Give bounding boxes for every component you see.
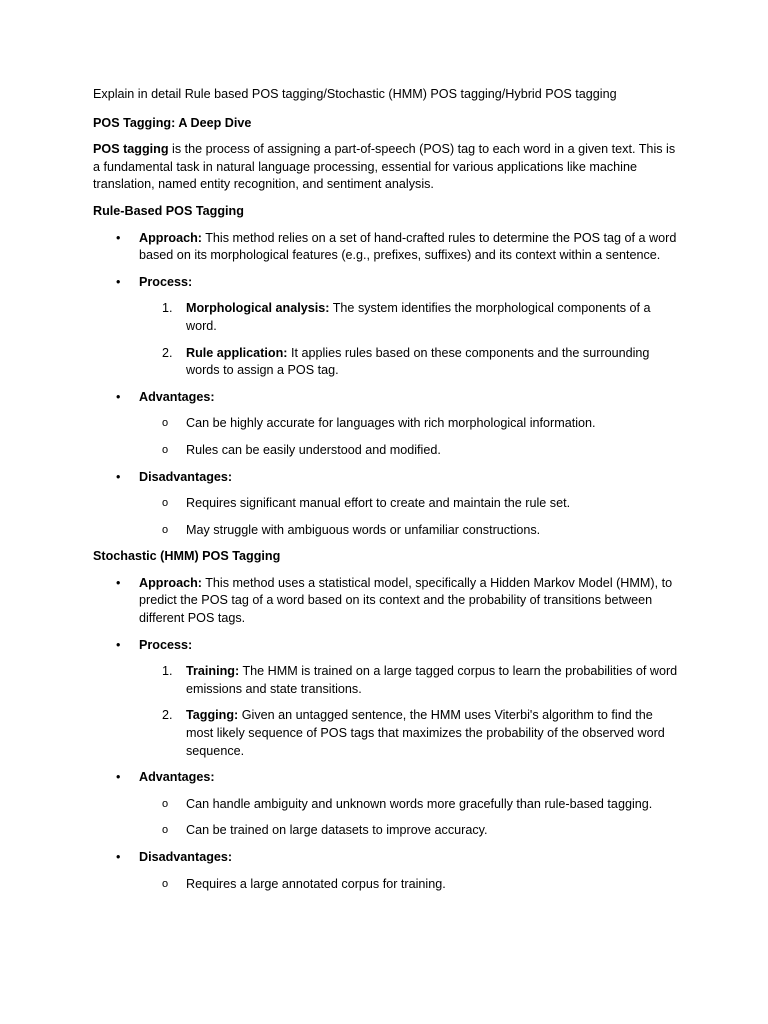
circle-bullet-icon: o [162,824,169,837]
list-item [139,300,683,335]
list-item [139,442,683,460]
intro-term: POS tagging [93,142,169,157]
list-item [93,469,683,540]
item-text: Can be trained on large datasets to improve accuracy. [186,823,488,838]
list-item [93,849,683,893]
intro-text: is the process of assigning a part-of-speech (POS) tag to each word in a given text. This is a fundamental task in natural language processing, essential for various applications like machine translation, named entity recognition, and sentiment analysis. [93,142,676,192]
step-label: Morphological analysis: [186,301,330,316]
circle-bullet-icon: o [162,497,169,510]
list-item [93,637,683,761]
item-label: Advantages: [139,389,215,404]
intro-paragraph [93,141,683,194]
item-label: Disadvantages: [139,850,233,864]
process-steps [139,663,683,760]
item-label: Disadvantages: [139,469,233,484]
item-text: This method uses a statistical model, specifically a Hidden Markov Model (HMM), to predict the POS tag of a word based on its context and the probability of transitions between different POS tags. [139,575,673,626]
bullet-icon: • [116,230,121,245]
list-item [139,345,683,380]
step-number: 1. [162,301,173,316]
item-label: Process: [139,637,193,652]
item-label: Approach: [139,230,202,245]
step-text: It applies rules based on these components and the surrounding words to assign a POS tag. [186,345,650,378]
section-heading-rule-based: Rule-Based POS Tagging [93,203,244,218]
circle-bullet-icon: o [162,523,169,536]
list-item [93,274,683,380]
disadvantages-list [139,876,683,894]
step-number: 1. [162,664,173,679]
item-text: This method relies on a set of hand-crafted rules to determine the POS tag of a word based on its morphological features (e.g., prefixes, suffixes) and its context within a sentence. [139,230,677,263]
bullet-icon: • [116,637,121,652]
process-steps [139,300,683,379]
disadvantages-list [139,495,683,539]
list-item [139,663,683,698]
bullet-icon: • [116,770,121,785]
bullet-icon: • [116,850,121,864]
list-item [139,495,683,513]
item-text: Can be highly accurate for languages with rich morphological information. [186,416,596,431]
item-label: Advantages: [139,770,215,785]
step-label: Rule application: [186,345,288,360]
stochastic-list [93,575,683,893]
step-text: The system identifies the morphological components of a word. [186,301,651,333]
question-text: Explain in detail Rule based POS tagging/Stochastic (HMM) POS tagging/Hybrid POS tagging [93,87,617,101]
document-page [93,86,683,902]
circle-bullet-icon: o [162,797,169,810]
circle-bullet-icon: o [162,443,169,456]
advantages-list [139,415,683,459]
advantages-list [139,796,683,840]
item-label: Approach: [139,575,202,590]
bullet-icon: • [116,389,121,404]
item-text: Can handle ambiguity and unknown words more gracefully than rule-based tagging. [186,796,653,811]
item-text: Requires a large annotated corpus for training. [186,876,446,891]
item-text: May struggle with ambiguous words or unfamiliar constructions. [186,522,541,537]
list-item [139,796,683,814]
bullet-icon: • [116,274,121,289]
list-item [139,522,683,540]
bullet-icon: • [116,469,121,484]
list-item [93,389,683,460]
item-label: Process: [139,274,193,289]
step-number: 2. [162,345,173,360]
document-title: POS Tagging: A Deep Dive [93,115,252,130]
list-item [139,876,683,894]
list-item [93,769,683,840]
list-item [93,575,683,628]
list-item [93,230,683,265]
list-item [139,822,683,840]
circle-bullet-icon: o [162,417,169,430]
step-text: Given an untagged sentence, the HMM uses Viterbi's algorithm to find the most likely sequence of POS tags that maximizes the probability of the observed word sequence. [186,708,665,758]
item-text: Rules can be easily understood and modified. [186,442,441,457]
list-item [139,707,683,760]
bullet-icon: • [116,575,121,590]
section-heading-stochastic: Stochastic (HMM) POS Tagging [93,549,281,564]
step-label: Training: [186,664,240,679]
item-text: Requires significant manual effort to create and maintain the rule set. [186,496,571,511]
step-label: Tagging: [186,708,239,723]
step-number: 2. [162,708,173,723]
list-item [139,415,683,433]
circle-bullet-icon: o [162,877,169,890]
step-text: The HMM is trained on a large tagged corpus to learn the probabilities of word emissions and state transitions. [186,664,678,696]
rule-based-list [93,230,683,540]
